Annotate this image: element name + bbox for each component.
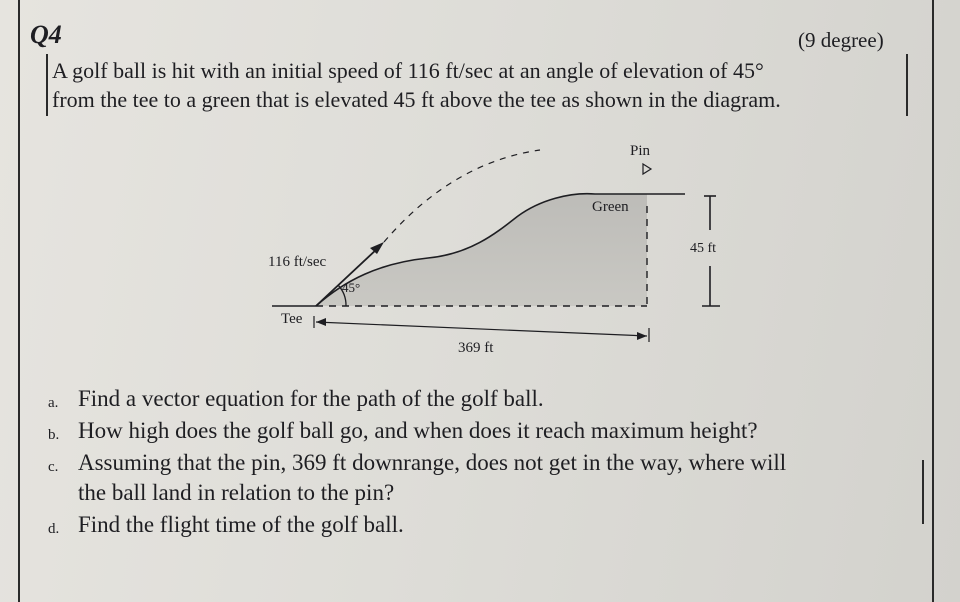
golf-diagram (250, 130, 750, 370)
distance-line (316, 322, 647, 336)
distance-arrow-right (637, 332, 647, 340)
height-label: 45 ft (690, 241, 717, 256)
distance-label: 369 ft (458, 340, 494, 356)
part-text: Find the flight time of the golf ball. (78, 512, 404, 537)
pin-label: Pin (630, 143, 651, 159)
stem-line-2: from the tee to a green that is elevated 45 ft above the tee as shown in the diagram. (52, 87, 781, 112)
green-label: Green (592, 199, 629, 215)
part-a (48, 384, 928, 414)
question-parts (48, 384, 928, 542)
right-margin-rule (932, 0, 934, 602)
distance-arrow-left (316, 318, 326, 326)
part-text-line-2: the ball land in relation to the pin? (78, 480, 395, 505)
part-b (48, 416, 928, 446)
angle-label: 45° (342, 280, 361, 295)
part-text-line-1: Assuming that the pin, 369 ft downrange, does not get in the way, where will (78, 450, 787, 475)
part-text: Find a vector equation for the path of the golf ball. (78, 386, 544, 411)
question-points: (9 degree) (798, 28, 884, 52)
part-letter: d. (48, 521, 60, 537)
stem-line-1: A golf ball is hit with an initial speed of 116 ft/sec at an angle of elevation of 45° (52, 58, 764, 83)
velocity-arrowhead (370, 242, 384, 254)
part-text: How high does the golf ball go, and when does it reach maximum height? (78, 418, 758, 443)
question-stem (52, 56, 912, 114)
part-letter: b. (48, 427, 60, 443)
tee-label: Tee (281, 311, 303, 327)
question-number: Q4 (30, 20, 62, 49)
speed-label: 116 ft/sec (268, 254, 327, 270)
part-letter: a. (48, 395, 59, 411)
pin-flag-icon (643, 164, 651, 174)
part-letter: c. (48, 459, 59, 475)
part-c-frame (66, 460, 924, 524)
left-margin-rule (18, 0, 20, 602)
